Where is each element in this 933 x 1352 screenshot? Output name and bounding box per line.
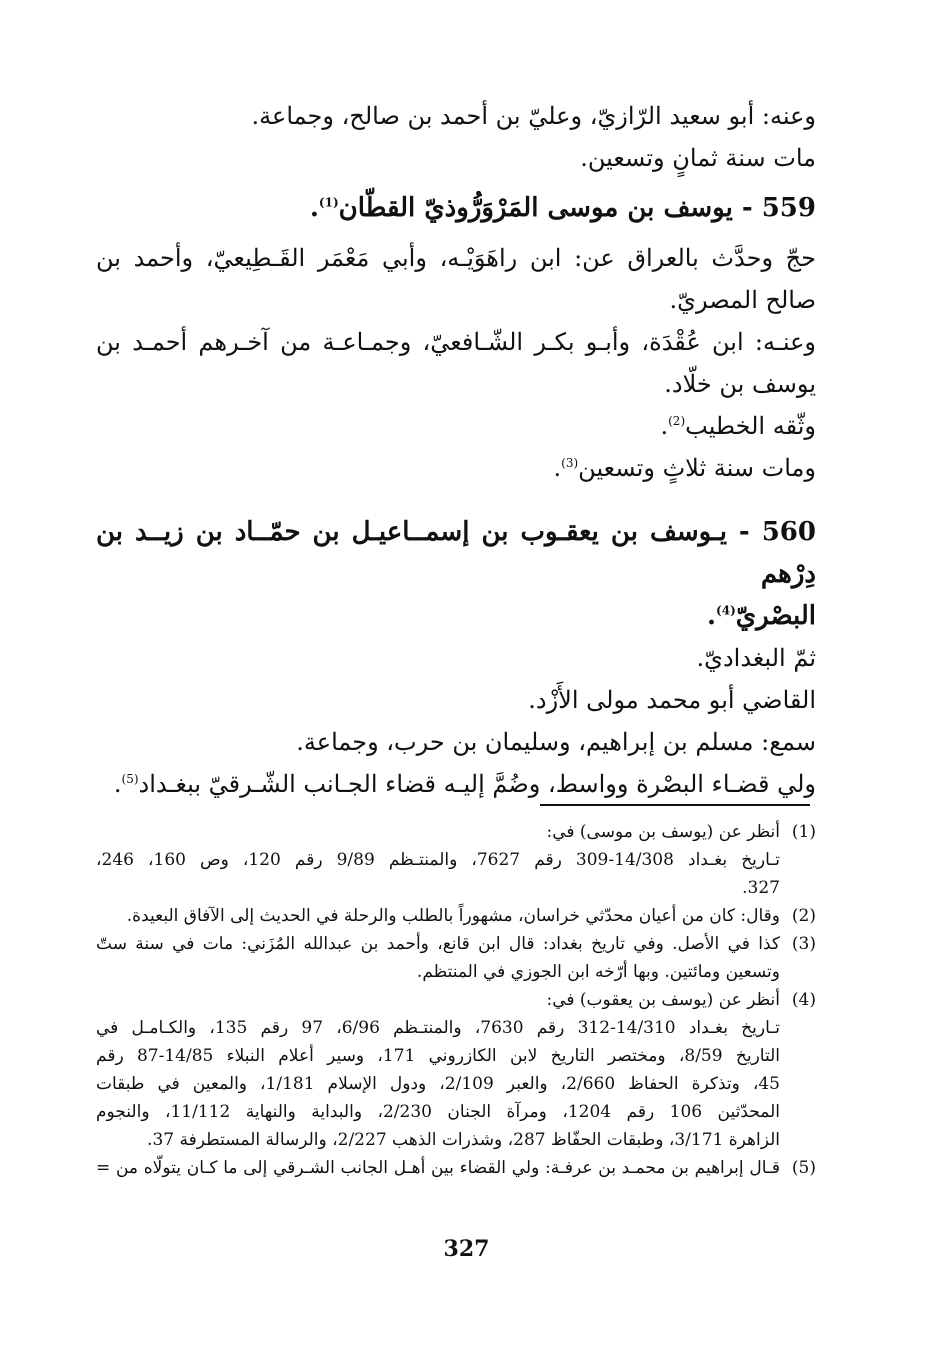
footnote-line: التاريخ 8/59، ومختصر التاريخ لابن الكازروني 171، وسير أعلام النبلاء 14/85-87 رقم [96,1046,781,1066]
footnote-line: كذا في الأصل. وفي تاريخ بغداد: قال ابن قانع، وأحمد بن عبدالله المُزَني: مات في سنة ستّ [96,934,780,954]
text-line: يوسف بن خلّاد. [664,370,816,398]
footnote-ref: (3) [561,456,579,470]
text-line: وعنه: أبو سعيد الرّازيّ، وعليّ بن أحمد بن صالح، وجماعة. [251,102,816,130]
footnote-3 [96,930,816,986]
text-line: حجّ وحدَّث بالعراق عن: ابن راهَوَيْـه، وأبي مَعْمَر القَـطِيعيّ، وأحمد بن [96,244,816,272]
footnote-ref: (1) [318,195,339,210]
text-line: صالح المصريّ. [669,286,816,314]
footnote-ref: (5) [121,772,139,786]
text-line: ولي قضـاء البصْرة وواسط، وضُمَّ إليـه قضاء الجـانب الشّـرقيّ ببغـداد$^{(5)}$. [113,770,816,798]
footnote-line: أنظر عن (يوسف بن يعقوب) في: [546,990,780,1010]
footnote-number: (4) [791,990,816,1010]
text-line: مات سنة ثمانٍ وتسعين. [580,144,816,172]
footnote-line: 327. [742,878,780,898]
footnote-number: (1) [791,822,816,842]
footnote-divider [540,804,810,806]
footnote-number: (3) [791,934,816,954]
footnote-5 [96,1154,816,1182]
text-line: سمع: مسلم بن إبراهيم، وسليمان بن حرب، وجماعة. [296,728,816,756]
footnote-line: وتسعين ومائتين. وبها أرّخه ابن الجوزي في المنتظم. [416,962,780,982]
text-line: القاضي أبو محمد مولى الأَزْد. [528,686,816,714]
footnote-number: (2) [791,906,816,926]
footnote-1 [96,818,816,902]
text-line: وثّقه الخطيب$^{(2)}$. [660,412,816,440]
footnote-2 [96,902,816,930]
footnote-ref: (2) [668,414,686,428]
entry-heading-559: 559 - يوسف بن موسى المَرْوَرُّوذيّ القطّان$^{(1)}$. [309,193,816,223]
entry-heading-560: 560 - يـوسف بن يعقـوب بن إسمــاعيـل بن حمّــاد بن زيــد بن دِرْهم [96,517,816,589]
text-line: وعنـه: ابن عُقْدَة، وأبـو بكـر الشّـافعيّ، وجمـاعـة من آخـرهم أحمـد بن [96,328,816,356]
footnote-4 [96,986,816,1154]
text-line: البصْريّ$^{(4)}$. [706,601,816,631]
footnote-line: وقال: كان من أعيان محدّثي خراسان، مشهوراً بالطلب والرحلة في الحديث إلى الآفاق البعيدة. [126,906,780,926]
footnote-line: قـال إبراهيم بن محمـد بن عرفـة: ولي القضاء بين أهـل الجانب الشـرقي إلى ما كـان يتولّاه من = [96,1158,780,1178]
footnotes [96,818,816,1182]
footnote-line: تـاريخ بغـداد 14/310-312 رقم 7630، والمنتـظم 6/96، 97 رقم 135، والكـامـل في [96,1018,780,1038]
footnote-line: المحدّثين 106 رقم 1204، ومرآة الجنان 2/230، والبداية والنهاية 11/112، والنجوم [96,1102,780,1122]
main-text [96,95,816,805]
text-line: ثمّ البغداديّ. [696,644,816,672]
footnote-line: أنظر عن (يوسف بن موسى) في: [546,822,780,842]
footnote-line: تـاريخ بغـداد 14/308-309 رقم 7627، والمنتـظم 9/89 رقم 120، وص 160، 246، [96,850,781,870]
text-line: ومات سنة ثلاثٍ وتسعين$^{(3)}$. [553,454,816,482]
footnote-ref: (4) [716,603,736,618]
page-number: 327 [443,1236,490,1262]
footnote-line: الزاهرة 3/171، وطبقات الحفّاظ 287، وشذرات الذهب 2/227، والرسالة المستطرفة 37. [147,1130,780,1150]
footnote-number: (5) [791,1158,816,1178]
footnote-line: 45، وتذكرة الحفاظ 2/660، والعبر 2/109، ودول الإسلام 1/181، والمعين في طبقات [96,1074,780,1094]
